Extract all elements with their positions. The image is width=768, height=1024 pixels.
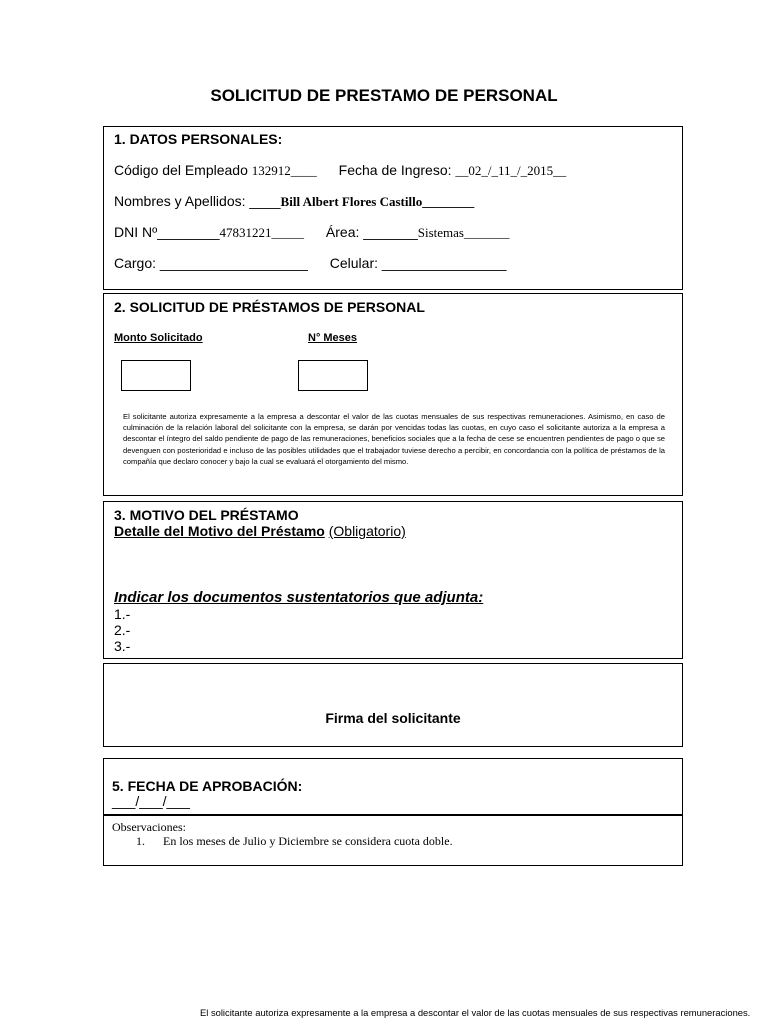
observaciones-heading: Observaciones: [112, 820, 186, 834]
monto-solicitado-box[interactable] [121, 360, 191, 391]
section-2-heading: 2. SOLICITUD DE PRÉSTAMOS DE PERSONAL [114, 299, 425, 315]
section-1-heading: 1. DATOS PERSONALES: [114, 131, 283, 147]
section-5-heading: 5. FECHA DE APROBACIÓN: [112, 778, 303, 794]
dni-label: DNI Nº________ [114, 224, 220, 240]
area-value: Sistemas_______ [417, 225, 510, 240]
observacion-number: 1. [136, 834, 145, 848]
n-meses-box[interactable] [298, 360, 368, 391]
docs-heading: Indicar los documentos sustentatorios que adjunta: [114, 589, 484, 606]
dni-value: 47831221_____ [219, 225, 305, 240]
nombres-row [114, 193, 474, 210]
section-fecha-aprobacion [103, 758, 683, 816]
monto-solicitado-label: Monto Solicitado [114, 332, 203, 344]
cargo-row [114, 255, 506, 271]
doc-item: 3.- [114, 638, 131, 654]
cargo-field: Cargo: ___________________ [114, 255, 308, 271]
area-label: Área: _______ [325, 224, 418, 240]
signature-box [103, 663, 683, 747]
doc-item: 1.- [114, 606, 131, 622]
approval-date-blank: ___/___/___ [112, 793, 190, 809]
footer-text: El solicitante autoriza expresamente a la empresa a descontar el valor de las cuotas mensuales de sus respectivas remuneraciones. [200, 1007, 751, 1018]
doc-item: 2.- [114, 622, 131, 638]
detalle-row [114, 523, 406, 539]
authorization-text: El solicitante autoriza expresamente a la empresa a descontar el valor de las cuotas mensuales de sus respectivas remuneraciones. Asimismo, en caso de culminación de la relación laboral del solicitante con la empresa, se darán por vencidas todas las cuotas, en cuyo caso el solicitante autoriza a la empresa a descontar el íntegro del saldo pendiente de pago de las remuneraciones, beneficios sociales que a la fecha de cese se encuentren pendientes de pago o que se devenguen con posterioridad e incluso de las posibles utilidades que el trabajador tuviese derecho a percibir, en concordancia con la política de préstamos de la compañía que declaro conocer y bajo la cual se evaluará el otorgamiento del mismo. [123, 412, 665, 466]
detalle-label: Detalle del Motivo del Préstamo [114, 523, 325, 539]
observaciones-box [103, 814, 683, 866]
section-motivo-prestamo [103, 501, 683, 659]
nombres-label: Nombres y Apellidos: ____ [114, 193, 281, 209]
page-title: SOLICITUD DE PRESTAMO DE PERSONAL [210, 86, 558, 105]
section-3-heading: 3. MOTIVO DEL PRÉSTAMO [114, 507, 299, 523]
codigo-row [114, 162, 566, 179]
section-datos-personales [103, 126, 683, 290]
codigo-value: 132912____ [251, 163, 317, 178]
signature-label: Firma del solicitante [325, 710, 461, 726]
codigo-label: Código del Empleado [114, 162, 248, 178]
observacion-item [136, 834, 453, 849]
observacion-text: En los meses de Julio y Diciembre se considera cuota doble. [163, 834, 453, 848]
nombres-value: Bill Albert Flores Castillo________ [280, 194, 475, 209]
celular-field: Celular: ________________ [329, 255, 507, 271]
n-meses-label: N° Meses [308, 332, 358, 344]
detalle-note: (Obligatorio) [328, 523, 406, 539]
section-solicitud-prestamos [103, 293, 683, 496]
fecha-ingreso-label: Fecha de Ingreso: [338, 162, 452, 178]
fecha-ingreso-value: __02_/_11_/_2015__ [455, 163, 567, 178]
dni-row [114, 224, 510, 241]
